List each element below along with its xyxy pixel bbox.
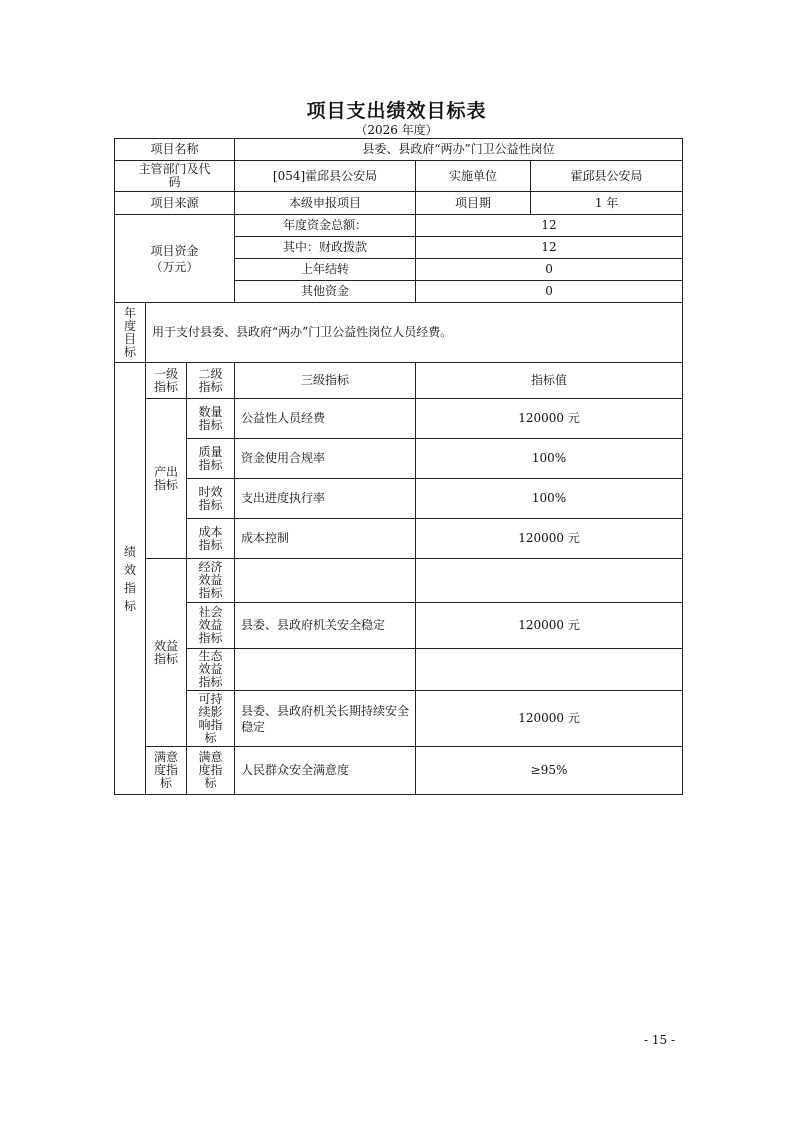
table-row [115,303,683,363]
table-row [115,747,683,795]
level3-cell: 支出进度执行率 [235,479,416,519]
project-name-label: 项目名称 [115,139,235,161]
page-title: 项目支出绩效目标表 [306,100,487,122]
header-level2: 二级指标 [187,363,235,399]
funds-row-value: 12 [416,237,683,259]
level2-cell: 成本指标 [187,519,235,559]
source-value: 本级申报项目 [235,192,416,215]
table-row [115,603,683,649]
annual-goal-label: 年度目标 [115,303,146,363]
table-row [115,192,683,215]
funds-row-value: 0 [416,259,683,281]
page-number: - 15 - [643,1033,675,1047]
level2-cell: 可持续影响指标 [187,691,235,747]
level3-cell: 成本控制 [235,519,416,559]
level2-cell: 社会效益指标 [187,603,235,649]
value-cell: 120000 元 [416,603,683,649]
level2-cell: 经济效益指标 [187,559,235,603]
header-value: 指标值 [416,363,683,399]
value-cell: 120000 元 [416,691,683,747]
annual-goal-text: 用于支付县委、县政府“两办”门卫公益性岗位人员经费。 [146,303,683,363]
table-row [115,161,683,192]
level2-cell: 生态效益指标 [187,649,235,691]
benefit-label: 效益指标 [146,559,187,747]
source-label: 项目来源 [115,192,235,215]
level3-cell: 县委、县政府机关安全稳定 [235,603,416,649]
table-row [115,363,683,399]
table-row [115,399,683,439]
level3-cell: 公益性人员经费 [235,399,416,439]
table-row [115,139,683,161]
level2-cell: 数量指标 [187,399,235,439]
period-label: 项目期 [416,192,531,215]
level3-cell: 人民群众安全满意度 [235,747,416,795]
level2-cell: 质量指标 [187,439,235,479]
satisfaction-label: 满意度指标 [146,747,187,795]
funds-label: 项目资金（万元） [115,215,235,303]
value-cell [416,649,683,691]
table-row [115,479,683,519]
header-level1: 一级指标 [146,363,187,399]
table-row [115,215,683,237]
level3-cell [235,559,416,603]
funds-row-value: 12 [416,215,683,237]
level3-cell: 资金使用合规率 [235,439,416,479]
dept-label: 主管部门及代码 [115,161,235,192]
table-row [115,691,683,747]
funds-row-label: 年度资金总额： [235,215,416,237]
table-row [115,649,683,691]
impl-unit-value: 霍邱县公安局 [531,161,683,192]
value-cell: 100% [416,479,683,519]
funds-row-label: 其他资金 [235,281,416,303]
table-row [115,519,683,559]
level3-cell [235,649,416,691]
funds-row-label: 上年结转 [235,259,416,281]
value-cell [416,559,683,603]
value-cell: 120000 元 [416,399,683,439]
year-subtitle: （2026 年度） [355,123,438,137]
level2-cell: 满意度指标 [187,747,235,795]
funds-row-value: 0 [416,281,683,303]
period-value: 1 年 [531,192,683,215]
project-name-value: 县委、县政府“两办”门卫公益性岗位 [235,139,683,161]
value-cell: 120000 元 [416,519,683,559]
perf-label: 绩效指标 [115,363,146,795]
performance-table [114,138,683,795]
level2-cell: 时效指标 [187,479,235,519]
value-cell: ≥95% [416,747,683,795]
output-label: 产出指标 [146,399,187,559]
level3-cell: 县委、县政府机关长期持续安全稳定 [235,691,416,747]
impl-unit-label: 实施单位 [416,161,531,192]
table-row [115,439,683,479]
dept-value: [054]霍邱县公安局 [235,161,416,192]
table-row [115,559,683,603]
value-cell: 100% [416,439,683,479]
header-level3: 三级指标 [235,363,416,399]
funds-row-label: 其中：财政拨款 [235,237,416,259]
